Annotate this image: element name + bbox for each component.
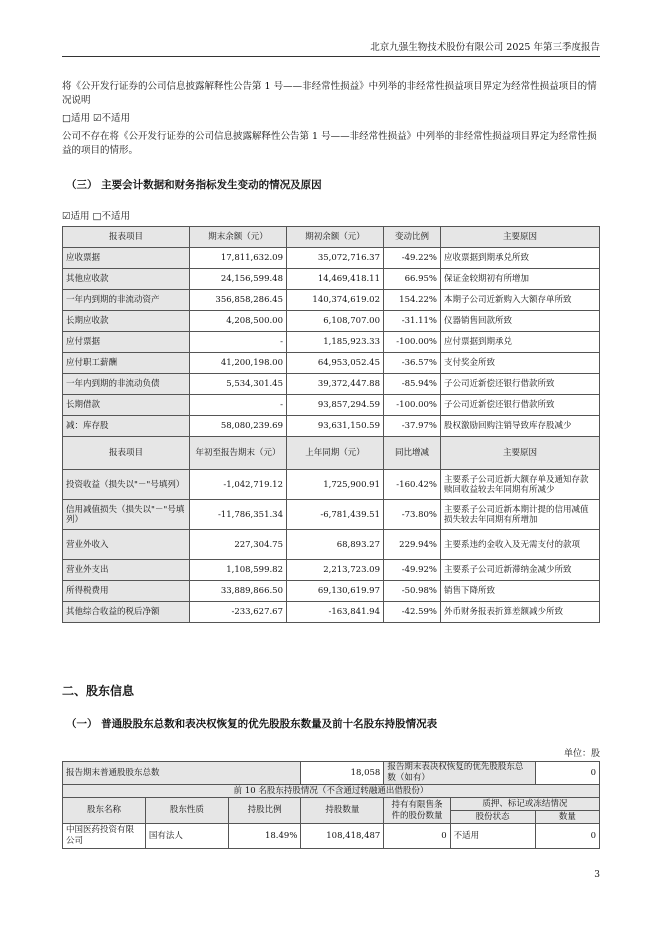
col-pledge-header: 质押、标记或冻结情况 — [450, 798, 599, 811]
col-status-header: 股份状态 — [450, 811, 535, 824]
reason-cell: 外币财务报表折算差额减少所致 — [441, 602, 600, 623]
col-num-header: 数量 — [535, 811, 599, 824]
balance-header-cell: 期初余额（元） — [287, 227, 384, 248]
value-cell: 68,893.27 — [287, 530, 384, 560]
reason-cell: 主要系子公司近新滞纳金减少所致 — [441, 560, 600, 581]
reason-cell: 应付票据到期承兑 — [441, 332, 600, 353]
value-cell: 1,108,599.82 — [190, 560, 287, 581]
reason-cell: 主要系子公司近新本期计提的信用减值损失较去年同期有所增加 — [441, 500, 600, 530]
change-cell: 154.22% — [384, 290, 441, 311]
change-cell: -100.00% — [384, 332, 441, 353]
unit-label: 单位：股 — [563, 749, 600, 759]
shareholder-name: 中国医药投资有限公司 — [63, 824, 146, 849]
section-3-title: （三） 主要会计数据和财务指标发生变动的情况及原因 — [66, 179, 322, 191]
item-cell: 所得税费用 — [63, 581, 190, 602]
change-cell: -100.00% — [384, 395, 441, 416]
shareholder-table — [62, 761, 600, 849]
item-cell: 其他综合收益的税后净额 — [63, 602, 190, 623]
section-3-choice: ☑适用 □不适用 — [62, 211, 131, 222]
reason-cell: 子公司近新偿还银行借款所致 — [441, 374, 600, 395]
reason-cell: 本期子公司近新购入大额存单所致 — [441, 290, 600, 311]
change-cell: -73.80% — [384, 500, 441, 530]
value-cell: 93,857,294.59 — [287, 395, 384, 416]
table-row — [63, 530, 600, 560]
balance-header-cell: 期末余额（元） — [190, 227, 287, 248]
change-cell: -160.42% — [384, 470, 441, 500]
change-cell: -42.59% — [384, 602, 441, 623]
shareholder-header-row — [63, 798, 600, 811]
page-header — [62, 40, 600, 57]
item-cell: 长期借款 — [63, 395, 190, 416]
preferred-holders-value: 0 — [535, 762, 599, 785]
value-cell: 58,080,239.69 — [190, 416, 287, 437]
change-cell: -50.98% — [384, 581, 441, 602]
balance-header-cell: 报表项目 — [63, 227, 190, 248]
table-row — [63, 416, 600, 437]
change-cell: -49.92% — [384, 560, 441, 581]
table-row — [63, 269, 600, 290]
reason-cell: 保证金较期初有所增加 — [441, 269, 600, 290]
shareholder-ratio: 18.49% — [228, 824, 301, 849]
section-2-title: 二、股东信息 — [62, 684, 135, 698]
value-cell: 6,108,707.00 — [287, 311, 384, 332]
table-row — [63, 560, 600, 581]
table-row — [63, 581, 600, 602]
change-cell: -49.22% — [384, 248, 441, 269]
nonrecurring-statement: 公司不存在将《公开发行证券的公司信息披露解释性公告第 1 号——非经常性损益》中列举的非经常性损益项目界定为经常性损益的项目的情形。 — [62, 131, 597, 156]
value-cell: -1,042,719.12 — [190, 470, 287, 500]
reason-cell: 应收票据到期承兑所致 — [441, 248, 600, 269]
item-cell: 一年内到期的非流动负债 — [63, 374, 190, 395]
total-shareholders-label: 报告期末普通股股东总数 — [63, 762, 301, 785]
value-cell: 4,208,500.00 — [190, 311, 287, 332]
value-cell: 17,811,632.09 — [190, 248, 287, 269]
table-row — [63, 470, 600, 500]
value-cell: 93,631,150.59 — [287, 416, 384, 437]
item-cell: 营业外支出 — [63, 560, 190, 581]
reason-cell: 子公司近新偿还银行借款所致 — [441, 395, 600, 416]
nonrecurring-choice: □适用 ☑不适用 — [62, 113, 131, 124]
reason-cell: 仪器销售回款所致 — [441, 311, 600, 332]
value-cell: 140,374,619.02 — [287, 290, 384, 311]
value-cell: 5,534,301.45 — [190, 374, 287, 395]
item-cell: 其他应收款 — [63, 269, 190, 290]
change-cell: 66.95% — [384, 269, 441, 290]
table-row — [63, 248, 600, 269]
value-cell: 227,304.75 — [190, 530, 287, 560]
section-2-1-title: （一） 普通股股东总数和表决权恢复的优先股股东数量及前十名股东持股情况表 — [66, 718, 438, 730]
item-cell: 应付职工薪酬 — [63, 353, 190, 374]
preferred-holders-label: 报告期末表决权恢复的优先股股东总数（如有） — [384, 762, 535, 785]
table-row — [63, 353, 600, 374]
col-name-header: 股东名称 — [63, 798, 146, 824]
item-cell: 营业外收入 — [63, 530, 190, 560]
item-cell: 应收票据 — [63, 248, 190, 269]
income-header-row — [63, 437, 600, 470]
balance-header-cell: 变动比例 — [384, 227, 441, 248]
reason-cell: 主要系违约金收入及无需支付的款项 — [441, 530, 600, 560]
value-cell: 35,072,716.37 — [287, 248, 384, 269]
balance-header-cell: 主要原因 — [441, 227, 600, 248]
change-cell: -36.57% — [384, 353, 441, 374]
change-cell: 229.94% — [384, 530, 441, 560]
value-cell: 356,858,286.45 — [190, 290, 287, 311]
value-cell: 41,200,198.00 — [190, 353, 287, 374]
value-cell: - — [190, 395, 287, 416]
balance-header-row — [63, 227, 600, 248]
item-cell: 长期应收款 — [63, 311, 190, 332]
change-cell: -37.97% — [384, 416, 441, 437]
income-header-cell: 上年同期（元） — [287, 437, 384, 470]
item-cell: 应付票据 — [63, 332, 190, 353]
item-cell: 减：库存股 — [63, 416, 190, 437]
item-cell: 信用减值损失（损失以"－"号填列） — [63, 500, 190, 530]
change-cell: -85.94% — [384, 374, 441, 395]
reason-cell: 股权激励回购注销导致库存股减少 — [441, 416, 600, 437]
value-cell: 33,889,866.50 — [190, 581, 287, 602]
table-row — [63, 290, 600, 311]
col-restricted-header: 持有有限售条件的股份数量 — [384, 798, 450, 824]
reason-cell: 销售下降所致 — [441, 581, 600, 602]
value-cell: -6,781,439.51 — [287, 500, 384, 530]
header-title: 北京九强生物技术股份有限公司 2025 年第三季度报告 — [370, 42, 600, 53]
col-nature-header: 股东性质 — [145, 798, 228, 824]
table-row — [63, 395, 600, 416]
nonrecurring-note: 将《公开发行证券的公司信息披露解释性公告第 1 号——非经常性损益》中列举的非经常性损益项目界定为经常性损益项目的情况说明 — [62, 81, 597, 106]
table-row — [63, 332, 600, 353]
total-shareholders-value: 18,058 — [301, 762, 384, 785]
value-cell: 64,953,052.45 — [287, 353, 384, 374]
table-row — [63, 602, 600, 623]
col-qty-header: 持股数量 — [301, 798, 384, 824]
table-row — [63, 500, 600, 530]
value-cell: -11,786,351.34 — [190, 500, 287, 530]
shareholder-total-row — [63, 762, 600, 785]
page-number: 3 — [594, 870, 600, 880]
top10-caption: 前 10 名股东持股情况（不含通过转融通出借股份） — [63, 785, 600, 798]
table-row — [63, 824, 600, 849]
income-header-cell: 主要原因 — [441, 437, 600, 470]
value-cell: 2,213,723.09 — [287, 560, 384, 581]
shareholder-qty: 108,418,487 — [301, 824, 384, 849]
value-cell: 24,156,599.48 — [190, 269, 287, 290]
reason-cell: 支付奖金所致 — [441, 353, 600, 374]
table-row — [63, 374, 600, 395]
col-ratio-header: 持股比例 — [228, 798, 301, 824]
shareholder-restricted: 0 — [384, 824, 450, 849]
value-cell: 39,372,447.88 — [287, 374, 384, 395]
value-cell: 1,725,900.91 — [287, 470, 384, 500]
value-cell: -163,841.94 — [287, 602, 384, 623]
income-header-cell: 年初至报告期末（元） — [190, 437, 287, 470]
shareholder-num: 0 — [535, 824, 599, 849]
item-cell: 一年内到期的非流动资产 — [63, 290, 190, 311]
value-cell: - — [190, 332, 287, 353]
shareholder-status: 不适用 — [450, 824, 535, 849]
value-cell: 1,185,923.33 — [287, 332, 384, 353]
value-cell: 14,469,418.11 — [287, 269, 384, 290]
table-row — [63, 311, 600, 332]
income-header-cell: 报表项目 — [63, 437, 190, 470]
financial-change-table — [62, 226, 600, 623]
item-cell: 投资收益（损失以"－"号填列） — [63, 470, 190, 500]
top10-caption-row — [63, 785, 600, 798]
value-cell: 69,130,619.97 — [287, 581, 384, 602]
income-header-cell: 同比增减 — [384, 437, 441, 470]
change-cell: -31.11% — [384, 311, 441, 332]
shareholder-nature: 国有法人 — [145, 824, 228, 849]
value-cell: -233,627.67 — [190, 602, 287, 623]
reason-cell: 主要系子公司近新大额存单及通知存款赎回收益较去年同期有所减少 — [441, 470, 600, 500]
